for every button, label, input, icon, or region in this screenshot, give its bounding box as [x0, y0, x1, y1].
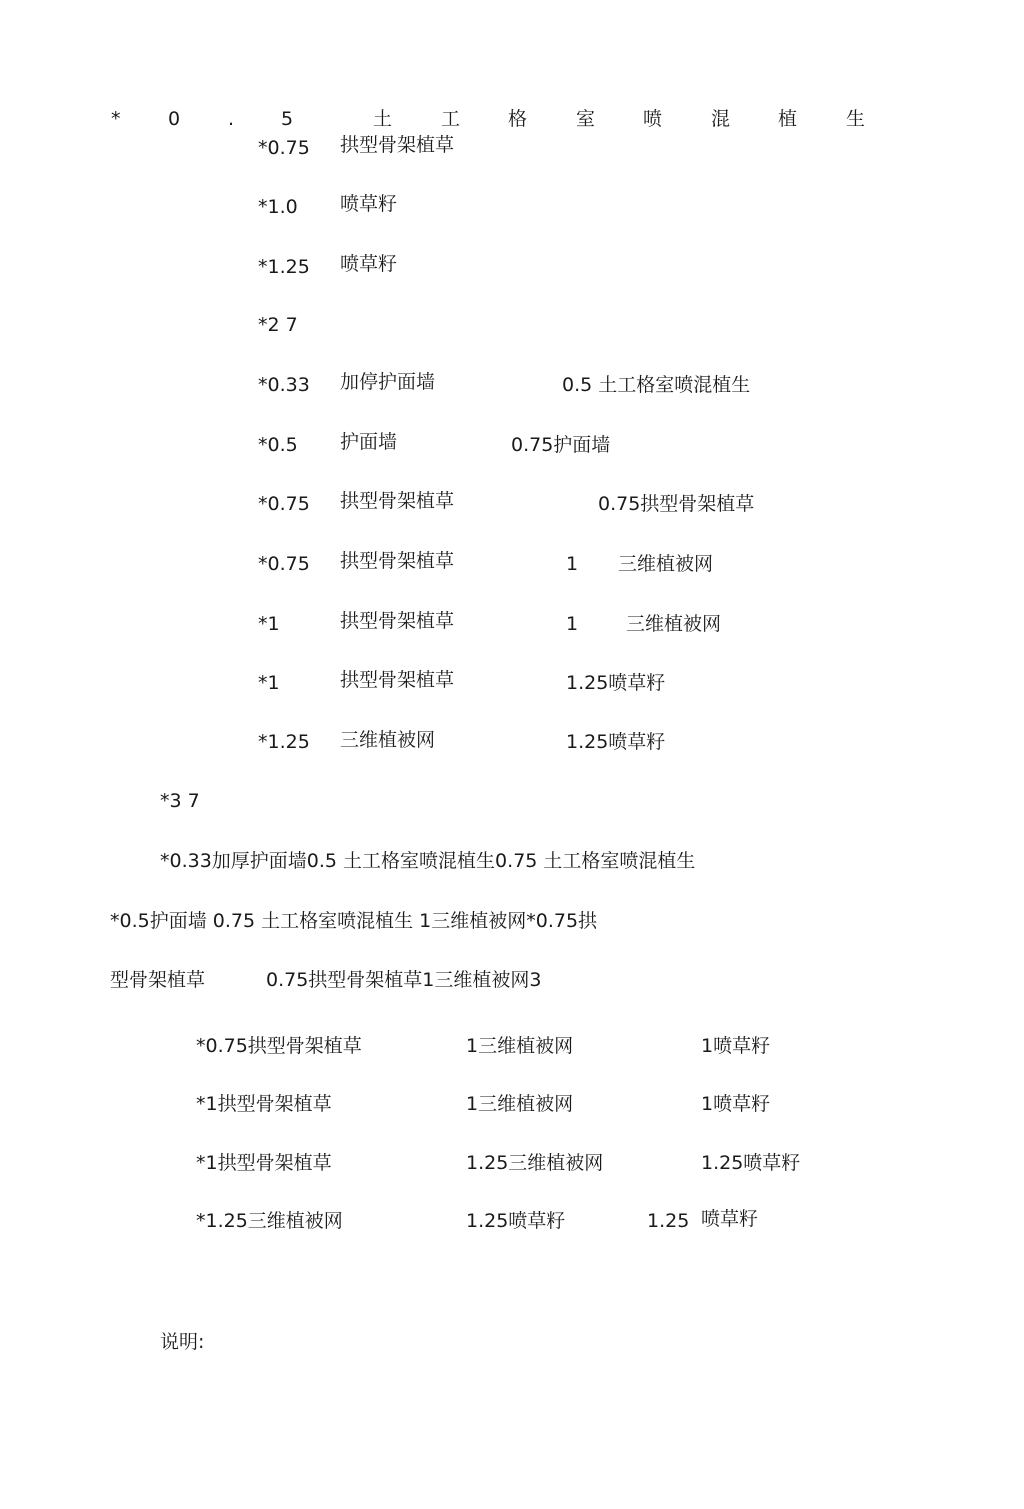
- cell-b: 1.25三维植被网: [466, 1152, 604, 1174]
- cell-a: *1拱型骨架植草: [196, 1093, 332, 1115]
- cell-a: *1: [258, 613, 280, 635]
- cell-b: 1.25喷草籽: [466, 1210, 566, 1232]
- cell-c: 1: [566, 613, 579, 635]
- cell-b: 加停护面墙: [340, 371, 436, 393]
- char: 混: [711, 108, 731, 130]
- paragraph-line: 型骨架植草: [110, 969, 206, 991]
- cell-c: 0.75拱型骨架植草: [598, 493, 755, 515]
- cell-c: 1.25喷草籽: [701, 1152, 801, 1174]
- char: 室: [576, 108, 596, 130]
- cell-b: 护面墙: [340, 431, 398, 453]
- cell-c: 1.25喷草籽: [566, 672, 666, 694]
- cell-b: 喷草籽: [340, 253, 398, 275]
- char: 植: [778, 108, 798, 130]
- cell-b: 拱型骨架植草: [340, 610, 455, 632]
- cell-c: 1.25喷草籽: [566, 731, 666, 753]
- cell-b: 拱型骨架植草: [340, 669, 455, 691]
- cell-a: *0.75: [258, 493, 310, 515]
- cell-a: *2 7: [258, 314, 298, 336]
- char: 0: [168, 108, 181, 130]
- cell-a: *1.0: [258, 196, 298, 218]
- cell-b: 1三维植被网: [466, 1093, 574, 1115]
- cell-c: 0.75护面墙: [511, 434, 611, 456]
- char: 喷: [643, 108, 663, 130]
- cell-b: 拱型骨架植草: [340, 134, 455, 156]
- cell-a: *1拱型骨架植草: [196, 1152, 332, 1174]
- cell-a: *1.25: [258, 731, 310, 753]
- cell-a: *1: [258, 672, 280, 694]
- cell-a: *0.75拱型骨架植草: [196, 1035, 362, 1057]
- paragraph-line: 0.75拱型骨架植草1三维植被网3: [266, 969, 542, 991]
- cell-c: 1喷草籽: [701, 1093, 771, 1115]
- cell-a: *1.25: [258, 256, 310, 278]
- cell-d: 三维植被网: [626, 613, 722, 635]
- cell-c: 1: [566, 553, 579, 575]
- cell-c: 1喷草籽: [701, 1035, 771, 1057]
- char: *: [111, 108, 121, 130]
- spaced-heading-line: [0, 107, 1024, 131]
- paragraph-line: *0.5护面墙 0.75 土工格室喷混植生 1三维植被网*0.75拱: [110, 910, 598, 932]
- cell-d: 三维植被网: [618, 553, 714, 575]
- cell-c: 1.25: [647, 1210, 690, 1232]
- char: 格: [508, 108, 528, 130]
- cell-a: *1.25三维植被网: [196, 1210, 343, 1232]
- cell-b: 拱型骨架植草: [340, 490, 455, 512]
- cell-b: 喷草籽: [340, 193, 398, 215]
- cell-a: *0.75: [258, 137, 310, 159]
- char: .: [228, 108, 235, 130]
- char: 5: [281, 108, 294, 130]
- cell-a: *0.5: [258, 434, 298, 456]
- char: 生: [846, 108, 866, 130]
- cell-a: *0.75: [258, 553, 310, 575]
- cell-b: 三维植被网: [340, 729, 436, 751]
- char: 土: [373, 108, 393, 130]
- char: 工: [441, 108, 461, 130]
- note-label: 说明:: [160, 1331, 205, 1353]
- cell-a: *0.33: [258, 374, 310, 396]
- cell-b: 1三维植被网: [466, 1035, 574, 1057]
- cell-d: 喷草籽: [701, 1208, 759, 1230]
- section-heading: *3 7: [160, 790, 200, 812]
- cell-b: 拱型骨架植草: [340, 550, 455, 572]
- paragraph-line: *0.33加厚护面墙0.5 土工格室喷混植生0.75 土工格室喷混植生: [160, 850, 696, 872]
- cell-c: 0.5 土工格室喷混植生: [562, 374, 751, 396]
